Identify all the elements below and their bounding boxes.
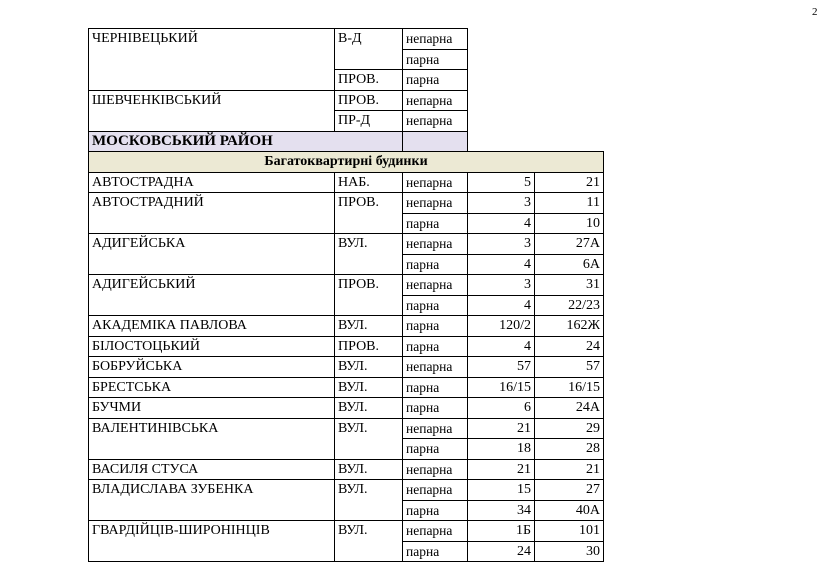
table-row: [89, 357, 604, 378]
street-name: [89, 111, 335, 132]
house-from: 21: [468, 418, 535, 439]
street-name: БОБРУЙСЬКА: [89, 357, 335, 378]
street-name: [89, 254, 335, 275]
street-name: [89, 295, 335, 316]
house-to: 21: [535, 459, 604, 480]
street-type: [335, 439, 403, 460]
street-name: [89, 70, 335, 91]
district-title: МОСКОВСЬКИЙ РАЙОН: [89, 131, 403, 152]
house-to: 29: [535, 418, 604, 439]
table-row: [89, 541, 604, 562]
house-from: 24: [468, 541, 535, 562]
parity: непарна: [403, 521, 468, 542]
house-from: 18: [468, 439, 535, 460]
street-type: ВУЛ.: [335, 521, 403, 542]
district-blank-cell: [403, 131, 468, 152]
table-row: [89, 49, 604, 70]
street-name: ВЛАДИСЛАВА ЗУБЕНКА: [89, 480, 335, 501]
parity: непарна: [403, 234, 468, 255]
street-table: [88, 28, 604, 562]
house-to: 27: [535, 480, 604, 501]
house-to: 28: [535, 439, 604, 460]
street-type: ПРОВ.: [335, 70, 403, 91]
parity: непарна: [403, 29, 468, 50]
parity: непарна: [403, 275, 468, 296]
table-row: [89, 275, 604, 296]
parity: парна: [403, 541, 468, 562]
street-name: ВАЛЕНТИНІВСЬКА: [89, 418, 335, 439]
table-row: [89, 336, 604, 357]
street-type: ВУЛ.: [335, 234, 403, 255]
street-type: [335, 500, 403, 521]
parity: непарна: [403, 111, 468, 132]
parity: парна: [403, 398, 468, 419]
house-to: 24А: [535, 398, 604, 419]
street-type: ПРОВ.: [335, 336, 403, 357]
street-type: ВУЛ.: [335, 398, 403, 419]
house-from: 4: [468, 336, 535, 357]
house-from: 15: [468, 480, 535, 501]
street-type: [335, 295, 403, 316]
street-type: [335, 254, 403, 275]
street-type: [335, 541, 403, 562]
parity: парна: [403, 295, 468, 316]
parity: непарна: [403, 357, 468, 378]
house-to: 101: [535, 521, 604, 542]
table-row: [89, 377, 604, 398]
parity: непарна: [403, 480, 468, 501]
street-type: ВУЛ.: [335, 480, 403, 501]
house-to: 21: [535, 172, 604, 193]
street-type: ВУЛ.: [335, 316, 403, 337]
table-row: [89, 295, 604, 316]
house-from: 34: [468, 500, 535, 521]
street-name: АКАДЕМІКА ПАВЛОВА: [89, 316, 335, 337]
house-from: 4: [468, 254, 535, 275]
house-to: 40А: [535, 500, 604, 521]
house-to: 57: [535, 357, 604, 378]
table-row: [89, 111, 604, 132]
street-type: [335, 49, 403, 70]
house-from: 57: [468, 357, 535, 378]
house-to: 30: [535, 541, 604, 562]
house-from: 120/2: [468, 316, 535, 337]
street-type: ВУЛ.: [335, 459, 403, 480]
house-to: 10: [535, 213, 604, 234]
street-name: АВТОСТРАДНИЙ: [89, 193, 335, 214]
table-row: [89, 521, 604, 542]
house-to: 27А: [535, 234, 604, 255]
parity: парна: [403, 70, 468, 91]
house-to: 31: [535, 275, 604, 296]
street-name: ШЕВЧЕНКІВСЬКИЙ: [89, 90, 335, 111]
street-name: [89, 49, 335, 70]
parity: парна: [403, 377, 468, 398]
house-to: 162Ж: [535, 316, 604, 337]
street-name: АВТОСТРАДНА: [89, 172, 335, 193]
street-name: ГВАРДІЙЦІВ-ШИРОНІНЦІВ: [89, 521, 335, 542]
street-name: [89, 439, 335, 460]
house-from: 3: [468, 234, 535, 255]
parity: непарна: [403, 172, 468, 193]
street-name: БРЕСТСЬКА: [89, 377, 335, 398]
house-from: 4: [468, 295, 535, 316]
house-to: 6А: [535, 254, 604, 275]
street-name: ВАСИЛЯ СТУСА: [89, 459, 335, 480]
street-name: АДИГЕЙСЬКА: [89, 234, 335, 255]
street-name: ЧЕРНІВЕЦЬКИЙ: [89, 29, 335, 50]
table-row: [89, 193, 604, 214]
table-row: [89, 29, 604, 50]
parity: парна: [403, 316, 468, 337]
parity: парна: [403, 439, 468, 460]
street-type: В-Д: [335, 29, 403, 50]
page-number: 2: [812, 6, 818, 18]
street-name: БУЧМИ: [89, 398, 335, 419]
house-from: 3: [468, 275, 535, 296]
house-from: 21: [468, 459, 535, 480]
street-type: ВУЛ.: [335, 418, 403, 439]
house-to: 11: [535, 193, 604, 214]
house-from: 4: [468, 213, 535, 234]
house-from: 6: [468, 398, 535, 419]
street-type: ВУЛ.: [335, 377, 403, 398]
table-row: [89, 418, 604, 439]
house-to: 24: [535, 336, 604, 357]
house-from: 3: [468, 193, 535, 214]
house-to: 22/23: [535, 295, 604, 316]
street-type: ВУЛ.: [335, 357, 403, 378]
street-type: НАБ.: [335, 172, 403, 193]
street-type: [335, 213, 403, 234]
table-row: [89, 500, 604, 521]
street-type: ПР-Д: [335, 111, 403, 132]
street-type: ПРОВ.: [335, 275, 403, 296]
table-row: [89, 480, 604, 501]
street-name: АДИГЕЙСЬКИЙ: [89, 275, 335, 296]
house-from: 1Б: [468, 521, 535, 542]
table-row: [89, 254, 604, 275]
parity: непарна: [403, 459, 468, 480]
section-title: Багатоквартирні будинки: [89, 152, 604, 173]
table-row: [89, 459, 604, 480]
parity: непарна: [403, 418, 468, 439]
parity: парна: [403, 213, 468, 234]
table-row: [89, 213, 604, 234]
table-row: [89, 398, 604, 419]
house-to: 16/15: [535, 377, 604, 398]
parity: непарна: [403, 90, 468, 111]
table-row: [89, 172, 604, 193]
parity: парна: [403, 254, 468, 275]
street-type: ПРОВ.: [335, 90, 403, 111]
table-row: [89, 316, 604, 337]
street-name: [89, 541, 335, 562]
street-name: БІЛОСТОЦЬКИЙ: [89, 336, 335, 357]
parity: парна: [403, 500, 468, 521]
house-from: 5: [468, 172, 535, 193]
parity: парна: [403, 49, 468, 70]
table-row: [89, 234, 604, 255]
parity: парна: [403, 336, 468, 357]
street-type: ПРОВ.: [335, 193, 403, 214]
table-row: [89, 70, 604, 91]
house-from: 16/15: [468, 377, 535, 398]
street-name: [89, 213, 335, 234]
table-row: [89, 90, 604, 111]
parity: непарна: [403, 193, 468, 214]
section-row: [89, 152, 604, 173]
district-row: [89, 131, 604, 152]
table-row: [89, 439, 604, 460]
street-name: [89, 500, 335, 521]
